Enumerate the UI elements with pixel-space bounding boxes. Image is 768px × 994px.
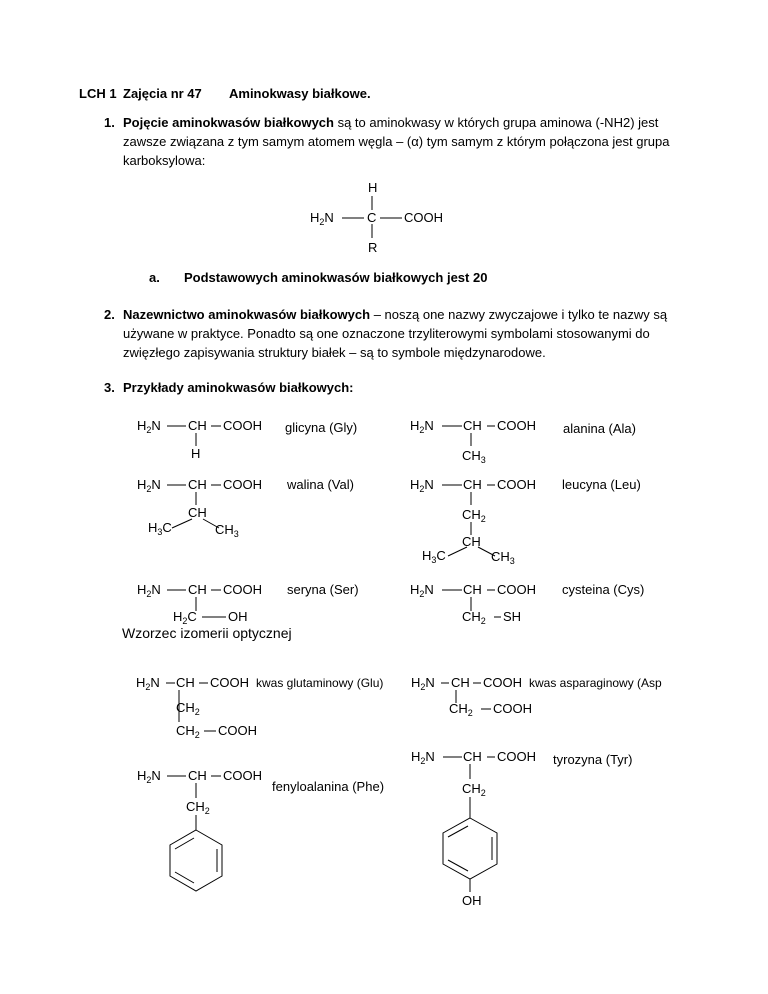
cys-amine: $H_2N$ xyxy=(410,582,434,599)
optical-isomerism-note: Wzorzec izomerii optycznej xyxy=(122,625,292,641)
ser-amine: $H_2N$ xyxy=(137,582,161,599)
val-ch3: $CH_3$ xyxy=(215,522,239,539)
glu-ch2-b: $CH_2$ xyxy=(176,723,200,740)
amino-acid-leu: leucyna (Leu) xyxy=(562,477,641,492)
section-1-text: są to aminokwasy w których grupa aminowa (-NH2) jest zawsze związana z tym samym atomem węgla – (α) tym samym z którym połączona jest grupa karboksylowa: xyxy=(123,115,670,168)
amino-acid-tyr: tyrozyna (Tyr) xyxy=(553,752,633,767)
val-ch-branch: CH xyxy=(188,505,207,520)
cys-cooh: COOH xyxy=(497,582,536,597)
asp-ch2: $CH_2$ xyxy=(449,701,473,718)
leu-ch3: $CH_3$ xyxy=(491,549,515,566)
page-title: Aminokwasy białkowe. xyxy=(229,86,371,101)
tyr-amine: $H_2N$ xyxy=(411,749,435,766)
gly-ch: CH xyxy=(188,418,207,433)
phe-amine: $H_2N$ xyxy=(137,768,161,785)
section-3-number: 3. xyxy=(104,380,115,395)
asp-amine: $H_2N$ xyxy=(411,675,435,692)
ser-cooh: COOH xyxy=(223,582,262,597)
glu-amine: $H_2N$ xyxy=(136,675,160,692)
leu-amine: $H_2N$ xyxy=(410,477,434,494)
amino-acid-cys: cysteina (Cys) xyxy=(562,582,645,597)
general-formula-amine: $H_2N$ xyxy=(310,210,334,227)
cys-sh: SH xyxy=(503,609,522,624)
glu-ch: CH xyxy=(176,675,195,690)
section-2-lead: Nazewnictwo aminokwasów białkowych xyxy=(123,307,371,322)
gly-h: H xyxy=(191,446,201,461)
phe-ch2: $CH_2$ xyxy=(186,799,210,816)
amino-acid-phe: fenyloalanina (Phe) xyxy=(272,779,385,794)
phe-cooh: COOH xyxy=(223,768,262,783)
gly-amine: $H_2N$ xyxy=(137,418,161,435)
val-amine: $H_2N$ xyxy=(137,477,161,494)
phe-ch: CH xyxy=(188,768,207,783)
general-formula-carboxyl: COOH xyxy=(404,210,443,225)
amino-acid-gly: glicyna (Gly) xyxy=(285,420,358,435)
subpoint-a-letter: a. xyxy=(149,270,160,285)
val-ch: CH xyxy=(188,477,207,492)
leu-cooh: COOH xyxy=(497,477,536,492)
leu-ch2: $CH_2$ xyxy=(462,507,486,524)
tyr-ch2: $CH_2$ xyxy=(462,781,486,798)
leu-ch-branch: CH xyxy=(462,534,481,549)
amino-acid-asp: kwas asparaginowy (Asp xyxy=(529,676,662,690)
ala-amine: $H_2N$ xyxy=(410,418,434,435)
subpoint-a-text: Podstawowych aminokwasów białkowych jest 20 xyxy=(184,270,488,285)
asp-cooh: COOH xyxy=(483,675,522,690)
amino-acid-glu: kwas glutaminowy (Glu) xyxy=(256,676,384,690)
section-1-lead: Pojęcie aminokwasów białkowych xyxy=(123,115,334,130)
asp-cooh-side: COOH xyxy=(493,701,532,716)
ala-cooh: COOH xyxy=(497,418,536,433)
ser-h2c: $H_2C$ xyxy=(173,609,197,626)
section-2-number: 2. xyxy=(104,307,115,322)
ser-oh: OH xyxy=(228,609,248,624)
ala-ch: CH xyxy=(463,418,482,433)
glu-cooh-side: COOH xyxy=(218,723,257,738)
cys-ch: CH xyxy=(463,582,482,597)
tyr-cooh: COOH xyxy=(497,749,536,764)
section-1-number: 1. xyxy=(104,115,115,130)
general-formula-carbon: C xyxy=(367,210,377,225)
amino-acid-val: walina (Val) xyxy=(287,477,354,492)
section-3-lead: Przykłady aminokwasów białkowych: xyxy=(123,380,354,395)
leu-ch: CH xyxy=(463,477,482,492)
cys-ch2: $CH_2$ xyxy=(462,609,486,626)
ser-ch: CH xyxy=(188,582,207,597)
tyr-oh: OH xyxy=(462,893,482,908)
amino-acid-ser: seryna (Ser) xyxy=(287,582,359,597)
doc-code: LCH 1 xyxy=(79,86,117,101)
amino-acid-ala: alanina (Ala) xyxy=(563,421,636,436)
section-2-text: – noszą one nazwy zwyczajowe i tylko te nazwy są używane w praktyce. Ponadto są one oznaczone trzyliterowymi symbolami stosowanymi do zwięzłego zapisywania struktury białek – są to symbole międzynarodowe. xyxy=(123,307,668,360)
leu-h3c: $H_3C$ xyxy=(422,548,446,565)
asp-ch: CH xyxy=(451,675,470,690)
glu-ch2-a: $CH_2$ xyxy=(176,700,200,717)
lesson-number: Zajęcia nr 47 xyxy=(123,86,202,101)
general-formula-h: H xyxy=(368,180,378,195)
val-h3c: $H_3C$ xyxy=(148,520,172,537)
val-cooh: COOH xyxy=(223,477,262,492)
ala-ch3: $CH_3$ xyxy=(462,448,486,465)
gly-cooh: COOH xyxy=(223,418,262,433)
tyr-ch: CH xyxy=(463,749,482,764)
general-formula-r: R xyxy=(368,240,378,255)
glu-cooh: COOH xyxy=(210,675,249,690)
